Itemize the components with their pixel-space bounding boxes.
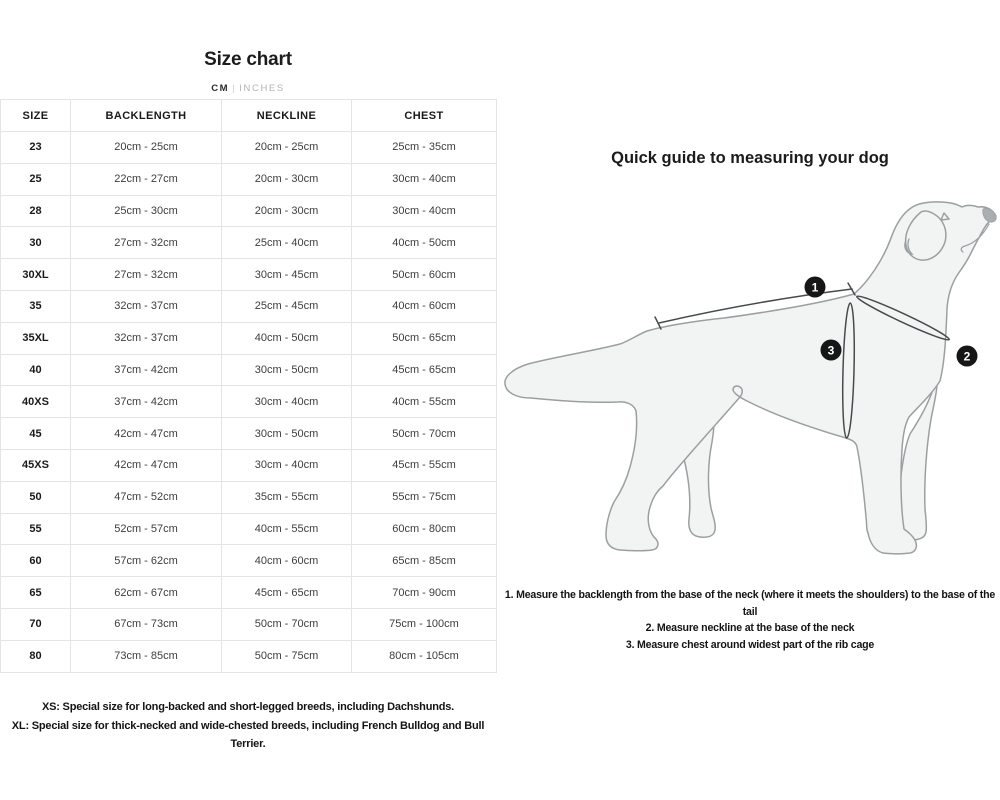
table-row xyxy=(1,195,497,227)
chest-cell: 30cm - 40cm xyxy=(352,163,497,195)
backlength-cell: 57cm - 62cm xyxy=(71,545,222,577)
chest-cell: 40cm - 55cm xyxy=(352,386,497,418)
neckline-cell: 20cm - 25cm xyxy=(222,132,352,164)
size-cell: 35 xyxy=(1,290,71,322)
table-row xyxy=(1,132,497,164)
guide-title: Quick guide to measuring your dog xyxy=(611,149,889,167)
neckline-cell: 30cm - 50cm xyxy=(222,354,352,386)
table-header-row xyxy=(1,100,497,132)
table-row xyxy=(1,386,497,418)
size-cell: 35XL xyxy=(1,322,71,354)
chest-cell: 40cm - 60cm xyxy=(352,290,497,322)
neckline-cell: 30cm - 50cm xyxy=(222,418,352,450)
backlength-cell: 27cm - 32cm xyxy=(71,227,222,259)
chest-cell: 55cm - 75cm xyxy=(352,481,497,513)
neckline-cell: 45cm - 65cm xyxy=(222,577,352,609)
backlength-cell: 32cm - 37cm xyxy=(71,290,222,322)
size-cell: 60 xyxy=(1,545,71,577)
instruction-line: 3. Measure chest around widest part of the rib cage xyxy=(625,638,875,651)
note-line: XL: Special size for thick-necked and wide-chested breeds, including French Bulldog and Bull Terrier. xyxy=(11,719,485,750)
backlength-cell: 22cm - 27cm xyxy=(71,163,222,195)
measuring-instructions xyxy=(502,587,998,653)
unit-inches-option[interactable]: INCHES xyxy=(239,83,285,94)
chest-cell: 60cm - 80cm xyxy=(352,513,497,545)
unit-toggle xyxy=(0,83,496,94)
size-table xyxy=(0,99,497,673)
size-notes xyxy=(8,698,488,754)
size-chart-title: Size chart xyxy=(204,49,292,70)
neckline-cell: 30cm - 40cm xyxy=(222,449,352,481)
backlength-cell: 20cm - 25cm xyxy=(71,132,222,164)
instruction-line: 2. Measure neckline at the base of the neck xyxy=(645,622,855,634)
backlength-cell: 32cm - 37cm xyxy=(71,322,222,354)
size-cell: 45XS xyxy=(1,449,71,481)
backlength-cell: 67cm - 73cm xyxy=(71,608,222,640)
backlength-cell: 62cm - 67cm xyxy=(71,577,222,609)
dog-diagram xyxy=(500,190,1000,590)
size-cell: 65 xyxy=(1,577,71,609)
marker-1 xyxy=(805,277,826,298)
table-row xyxy=(1,608,497,640)
chest-cell: 65cm - 85cm xyxy=(352,545,497,577)
size-cell: 45 xyxy=(1,418,71,450)
note-line: XS: Special size for long-backed and short-legged breeds, including Dachshunds. xyxy=(41,701,455,713)
size-cell: 50 xyxy=(1,481,71,513)
neckline-cell: 20cm - 30cm xyxy=(222,195,352,227)
marker-3 xyxy=(821,340,842,361)
table-row xyxy=(1,322,497,354)
instruction-line: 1. Measure the backlength from the base of the neck (where it meets the shoulders) to the base of the tail xyxy=(504,589,996,618)
neckline-cell: 35cm - 55cm xyxy=(222,481,352,513)
neckline-cell: 20cm - 30cm xyxy=(222,163,352,195)
column-header-backlength: BACKLENGTH xyxy=(71,100,222,132)
backlength-cell: 73cm - 85cm xyxy=(71,640,222,672)
neckline-cell: 50cm - 70cm xyxy=(222,608,352,640)
neckline-cell: 30cm - 45cm xyxy=(222,259,352,291)
size-cell: 55 xyxy=(1,513,71,545)
backlength-cell: 52cm - 57cm xyxy=(71,513,222,545)
size-cell: 25 xyxy=(1,163,71,195)
size-cell: 28 xyxy=(1,195,71,227)
backlength-cell: 37cm - 42cm xyxy=(71,386,222,418)
table-row xyxy=(1,449,497,481)
table-row xyxy=(1,545,497,577)
column-header-neckline: NECKLINE xyxy=(222,100,352,132)
table-row xyxy=(1,481,497,513)
chest-cell: 50cm - 60cm xyxy=(352,259,497,291)
table-row xyxy=(1,577,497,609)
chest-cell: 30cm - 40cm xyxy=(352,195,497,227)
size-cell: 30XL xyxy=(1,259,71,291)
neckline-cell: 40cm - 50cm xyxy=(222,322,352,354)
table-row xyxy=(1,354,497,386)
table-row xyxy=(1,163,497,195)
chest-cell: 50cm - 65cm xyxy=(352,322,497,354)
table-row xyxy=(1,259,497,291)
dog-illustration xyxy=(500,190,1000,590)
chest-cell: 75cm - 100cm xyxy=(352,608,497,640)
chest-cell: 45cm - 55cm xyxy=(352,449,497,481)
table-row xyxy=(1,290,497,322)
column-header-chest: CHEST xyxy=(352,100,497,132)
size-cell: 23 xyxy=(1,132,71,164)
neckline-cell: 25cm - 40cm xyxy=(222,227,352,259)
backlength-cell: 25cm - 30cm xyxy=(71,195,222,227)
marker-2 xyxy=(957,346,978,367)
chest-cell: 70cm - 90cm xyxy=(352,577,497,609)
size-cell: 40 xyxy=(1,354,71,386)
size-cell: 30 xyxy=(1,227,71,259)
chest-cell: 50cm - 70cm xyxy=(352,418,497,450)
neckline-cell: 40cm - 55cm xyxy=(222,513,352,545)
marker-1-label: 1 xyxy=(811,280,819,295)
backlength-cell: 27cm - 32cm xyxy=(71,259,222,291)
backlength-cell: 42cm - 47cm xyxy=(71,449,222,481)
table-row xyxy=(1,418,497,450)
table-row xyxy=(1,640,497,672)
table-row xyxy=(1,513,497,545)
chest-cell: 40cm - 50cm xyxy=(352,227,497,259)
size-table-body xyxy=(1,132,497,673)
marker-2-label: 2 xyxy=(963,349,971,364)
neckline-cell: 30cm - 40cm xyxy=(222,386,352,418)
neckline-cell: 40cm - 60cm xyxy=(222,545,352,577)
size-cell: 80 xyxy=(1,640,71,672)
backlength-cell: 42cm - 47cm xyxy=(71,418,222,450)
backlength-cell: 47cm - 52cm xyxy=(71,481,222,513)
unit-separator: | xyxy=(232,83,237,94)
marker-3-label: 3 xyxy=(827,343,835,358)
chest-cell: 80cm - 105cm xyxy=(352,640,497,672)
size-cell: 70 xyxy=(1,608,71,640)
neckline-cell: 25cm - 45cm xyxy=(222,290,352,322)
neckline-cell: 50cm - 75cm xyxy=(222,640,352,672)
unit-cm-option[interactable]: CM xyxy=(211,83,230,94)
chest-cell: 25cm - 35cm xyxy=(352,132,497,164)
column-header-size: SIZE xyxy=(1,100,71,132)
table-row xyxy=(1,227,497,259)
size-cell: 40XS xyxy=(1,386,71,418)
chest-cell: 45cm - 65cm xyxy=(352,354,497,386)
backlength-cell: 37cm - 42cm xyxy=(71,354,222,386)
